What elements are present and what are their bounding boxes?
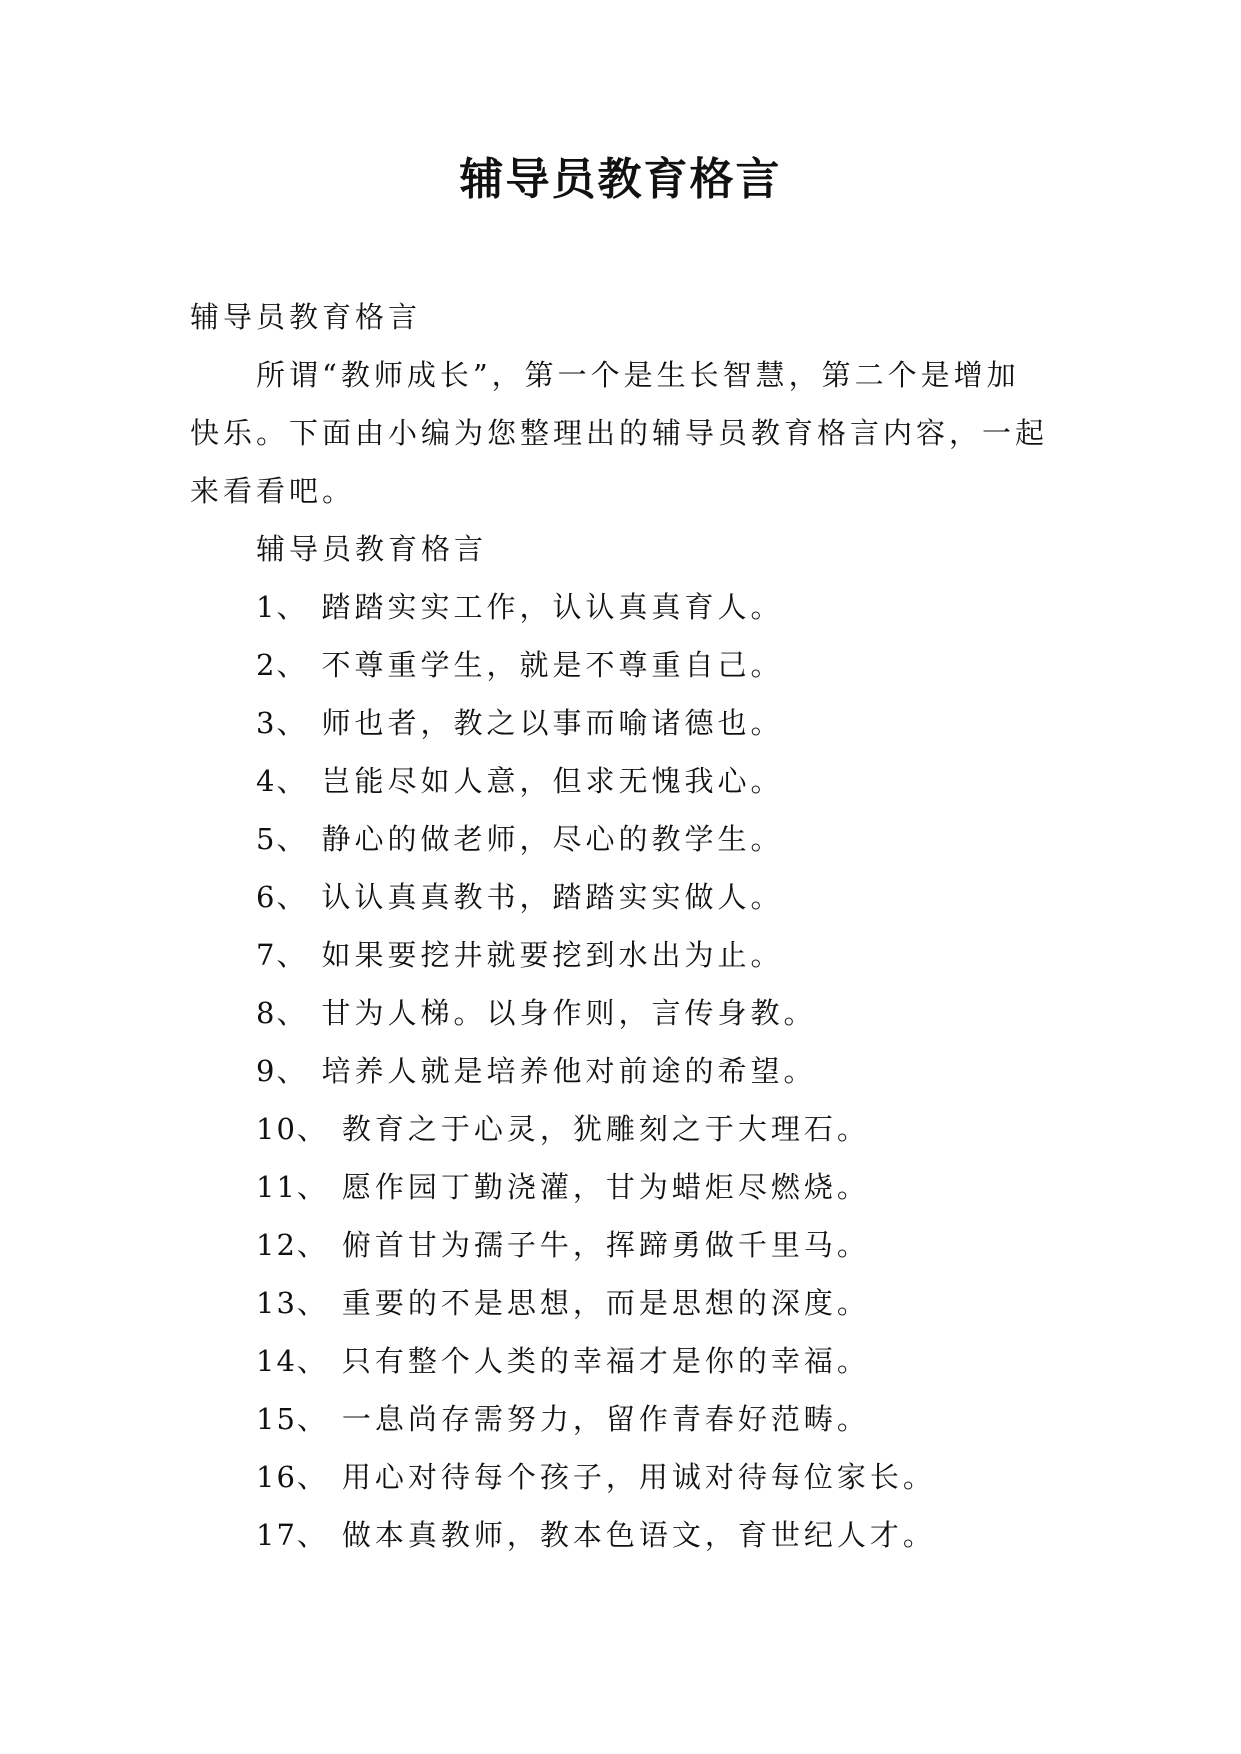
- quote-list: [256, 578, 1056, 1564]
- list-item: [256, 926, 1056, 984]
- intro-heading: 辅导员教育格言: [190, 300, 422, 334]
- intro-paragraph: 所谓“教师成长”，第一个是生长智慧，第二个是增加快乐。下面由小编为您整理出的辅导员教育格言内容，一起来看看吧。: [190, 358, 1049, 508]
- item-text: 如果要挖井就要挖到水出为止。: [321, 938, 784, 972]
- item-number: 13、: [256, 1286, 328, 1320]
- list-item: [256, 1100, 1056, 1158]
- list-item: [256, 1216, 1056, 1274]
- list-item: [256, 1506, 1056, 1564]
- item-text: 不尊重学生，就是不尊重自己。: [321, 648, 784, 682]
- item-number: 2、: [256, 648, 308, 682]
- list-item: [256, 984, 1056, 1042]
- item-number: 1、: [256, 590, 308, 624]
- list-item: [256, 1390, 1056, 1448]
- item-text: 俯首甘为孺子牛，挥蹄勇做千里马。: [341, 1228, 870, 1262]
- item-number: 10、: [256, 1112, 328, 1146]
- list-item: [256, 1158, 1056, 1216]
- item-text: 师也者，教之以事而喻诸德也。: [321, 706, 784, 740]
- item-number: 9、: [256, 1054, 308, 1088]
- document-title: 辅导员教育格言: [459, 154, 782, 205]
- item-number: 17、: [256, 1518, 328, 1552]
- item-number: 14、: [256, 1344, 328, 1378]
- item-text: 一息尚存需努力，留作青春好范畴。: [341, 1402, 870, 1436]
- item-text: 教育之于心灵，犹雕刻之于大理石。: [341, 1112, 870, 1146]
- item-text: 静心的做老师，尽心的教学生。: [321, 822, 784, 856]
- list-item: [256, 868, 1056, 926]
- item-text: 重要的不是思想，而是思想的深度。: [341, 1286, 870, 1320]
- item-number: 3、: [256, 706, 308, 740]
- item-text: 用心对待每个孩子，用诚对待每位家长。: [341, 1460, 936, 1494]
- item-text: 甘为人梯。以身作则，言传身教。: [321, 996, 817, 1030]
- list-heading: 辅导员教育格言: [256, 532, 488, 566]
- list-item: [256, 752, 1056, 810]
- list-item: [256, 810, 1056, 868]
- list-item: [256, 1448, 1056, 1506]
- item-text: 认认真真教书，踏踏实实做人。: [321, 880, 784, 914]
- item-text: 做本真教师，教本色语文，育世纪人才。: [341, 1518, 936, 1552]
- item-number: 7、: [256, 938, 308, 972]
- list-item: [256, 1332, 1056, 1390]
- item-number: 11、: [256, 1170, 328, 1204]
- item-number: 12、: [256, 1228, 328, 1262]
- list-item: [256, 578, 1056, 636]
- item-text: 只有整个人类的幸福才是你的幸福。: [341, 1344, 870, 1378]
- item-number: 6、: [256, 880, 308, 914]
- item-number: 4、: [256, 764, 308, 798]
- item-number: 16、: [256, 1460, 328, 1494]
- item-number: 15、: [256, 1402, 328, 1436]
- item-text: 岂能尽如人意，但求无愧我心。: [321, 764, 784, 798]
- item-text: 愿作园丁勤浇灌，甘为蜡炬尽燃烧。: [341, 1170, 870, 1204]
- list-item: [256, 636, 1056, 694]
- list-item: [256, 1274, 1056, 1332]
- list-item: [256, 694, 1056, 752]
- list-item: [256, 1042, 1056, 1100]
- item-number: 8、: [256, 996, 308, 1030]
- item-text: 踏踏实实工作，认认真真育人。: [321, 590, 784, 624]
- item-text: 培养人就是培养他对前途的希望。: [321, 1054, 817, 1088]
- item-number: 5、: [256, 822, 308, 856]
